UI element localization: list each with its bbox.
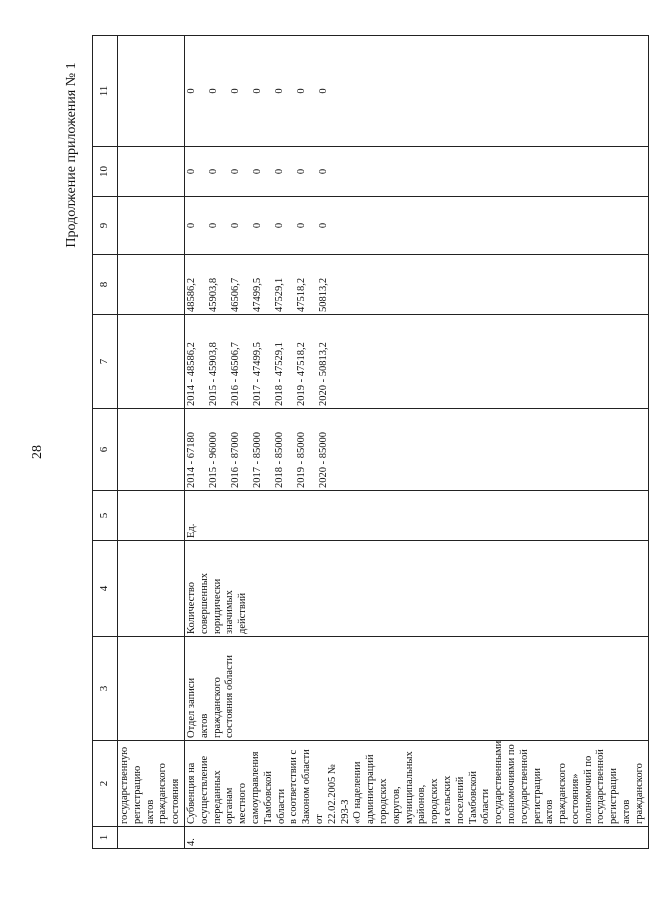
cell	[118, 827, 185, 849]
header-cell-5: 5	[93, 491, 118, 541]
value-line: 2015 - 45903,8	[207, 342, 219, 406]
value-line: 0	[273, 88, 285, 94]
value-line: 2018 - 85000	[273, 432, 285, 488]
rotated-table	[92, 36, 645, 849]
value-line: 0	[229, 168, 241, 175]
plan-values	[184, 315, 648, 409]
value-line: 0	[317, 88, 329, 94]
fact-values	[184, 255, 648, 315]
header-cell-1: 1	[93, 827, 118, 849]
header-cell-3: 3	[93, 637, 118, 741]
cell	[118, 409, 185, 491]
cell	[118, 315, 185, 409]
unit: Ед.	[184, 491, 648, 541]
page-number: 28	[30, 445, 45, 459]
executor: Отдел записи актов гражданского состояния области	[184, 637, 648, 741]
value-line: 2015 - 96000	[207, 432, 219, 488]
continuation-label: Продолжение приложения № 1	[64, 62, 79, 248]
value-line: 0	[295, 222, 307, 229]
value-line: 0	[295, 88, 307, 94]
col10-values	[184, 147, 648, 197]
value-line: 46506,7	[229, 277, 241, 312]
value-line: 0	[185, 88, 197, 94]
value-line: 2017 - 85000	[251, 432, 263, 488]
header-cell-11: 11	[93, 36, 118, 147]
value-line: 0	[185, 222, 197, 229]
value-line: 0	[207, 168, 219, 175]
value-line: 0	[229, 222, 241, 229]
value-line: 0	[317, 222, 329, 229]
value-line: 0	[295, 168, 307, 175]
value-line: 50813,2	[317, 277, 329, 312]
header-cell-4: 4	[93, 541, 118, 637]
cell	[118, 147, 185, 197]
value-line: 47499,5	[251, 277, 263, 312]
value-line: 0	[207, 88, 219, 94]
value-line: 45903,8	[207, 277, 219, 312]
header-cell-7: 7	[93, 315, 118, 409]
value-line: 0	[251, 88, 263, 94]
header-row	[93, 36, 118, 849]
value-line: 47529,1	[273, 277, 285, 312]
table-row	[184, 36, 648, 849]
cell	[118, 36, 185, 147]
value-line: 2019 - 85000	[295, 432, 307, 488]
header-cell-10: 10	[93, 147, 118, 197]
value-line: 48586,2	[185, 277, 197, 312]
value-line: 47518,2	[295, 277, 307, 312]
program-table	[92, 35, 649, 849]
value-line: 2019 - 47518,2	[295, 342, 307, 406]
header-cell-8: 8	[93, 255, 118, 315]
value-line: 0	[273, 222, 285, 229]
continued-row	[118, 36, 185, 849]
value-line: 0	[251, 168, 263, 175]
cell	[118, 255, 185, 315]
header-cell-6: 6	[93, 409, 118, 491]
measure-name: Субвенция на осуществление переданных органам местного самоуправления Тамбовской области в соответствии с Законом области от 22.02.2005 № 293-З «О наделении администраций городских округов, муниципальных районов, городских и сельских поселений Тамбовской области государственными полномочиями по государственной регистрации актов гражданского состояния» полномочий по государственной регистрации актов гражданского	[184, 741, 648, 827]
value-line: 0	[317, 168, 329, 175]
value-line: 0	[273, 168, 285, 175]
indicator: Количество совершенных юридически значимых действий	[184, 541, 648, 637]
cell	[118, 197, 185, 255]
header-cell-9: 9	[93, 197, 118, 255]
value-line: 2014 - 67180	[185, 432, 197, 488]
header-cell-2: 2	[93, 741, 118, 827]
value-line: 2016 - 87000	[229, 432, 241, 488]
row-number: 4.	[184, 827, 648, 849]
col9-values	[184, 197, 648, 255]
value-line: 2016 - 46506,7	[229, 342, 241, 406]
value-line: 2020 - 50813,2	[317, 342, 329, 406]
cell	[118, 491, 185, 541]
value-line: 2017 - 47499,5	[251, 342, 263, 406]
col11-values	[184, 36, 648, 147]
cell	[118, 637, 185, 741]
value-line: 2020 - 85000	[317, 432, 329, 488]
base-values	[184, 409, 648, 491]
value-line: 2018 - 47529,1	[273, 342, 285, 406]
value-line: 0	[251, 222, 263, 229]
value-line: 0	[229, 88, 241, 94]
cell	[118, 541, 185, 637]
value-line: 0	[185, 168, 197, 175]
value-line: 0	[207, 222, 219, 229]
value-line: 2014 - 48586,2	[185, 342, 197, 406]
continued-name: государственную регистрацию актов гражданского состояния	[118, 741, 185, 827]
